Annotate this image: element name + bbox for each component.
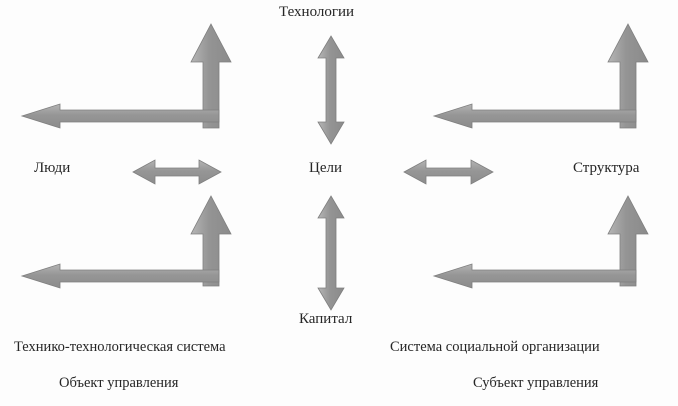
connector-left-top-elbow bbox=[22, 24, 231, 128]
connector-celi-struktura bbox=[404, 160, 493, 184]
connector-celi-tehnologii bbox=[318, 36, 344, 144]
node-label-lyudi: Люди bbox=[34, 160, 71, 176]
node-label-struktura: Структура bbox=[573, 160, 640, 176]
caption-left-system: Технико-технологическая система bbox=[14, 339, 226, 355]
connector-left-bottom-elbow bbox=[22, 196, 231, 288]
caption-right-role: Субъект управления bbox=[473, 375, 599, 391]
node-label-kapital: Капитал bbox=[299, 311, 353, 327]
connector-right-top-elbow bbox=[434, 24, 648, 128]
node-label-tehnologii: Технологии bbox=[279, 4, 355, 20]
connector-right-bottom-elbow bbox=[434, 196, 648, 288]
connector-celi-lyudi bbox=[133, 160, 221, 184]
connector-celi-kapital bbox=[318, 196, 344, 310]
node-label-celi: Цели bbox=[309, 160, 343, 176]
caption-left-role: Объект управления bbox=[59, 375, 179, 391]
caption-right-system: Система социальной организации bbox=[390, 339, 600, 355]
